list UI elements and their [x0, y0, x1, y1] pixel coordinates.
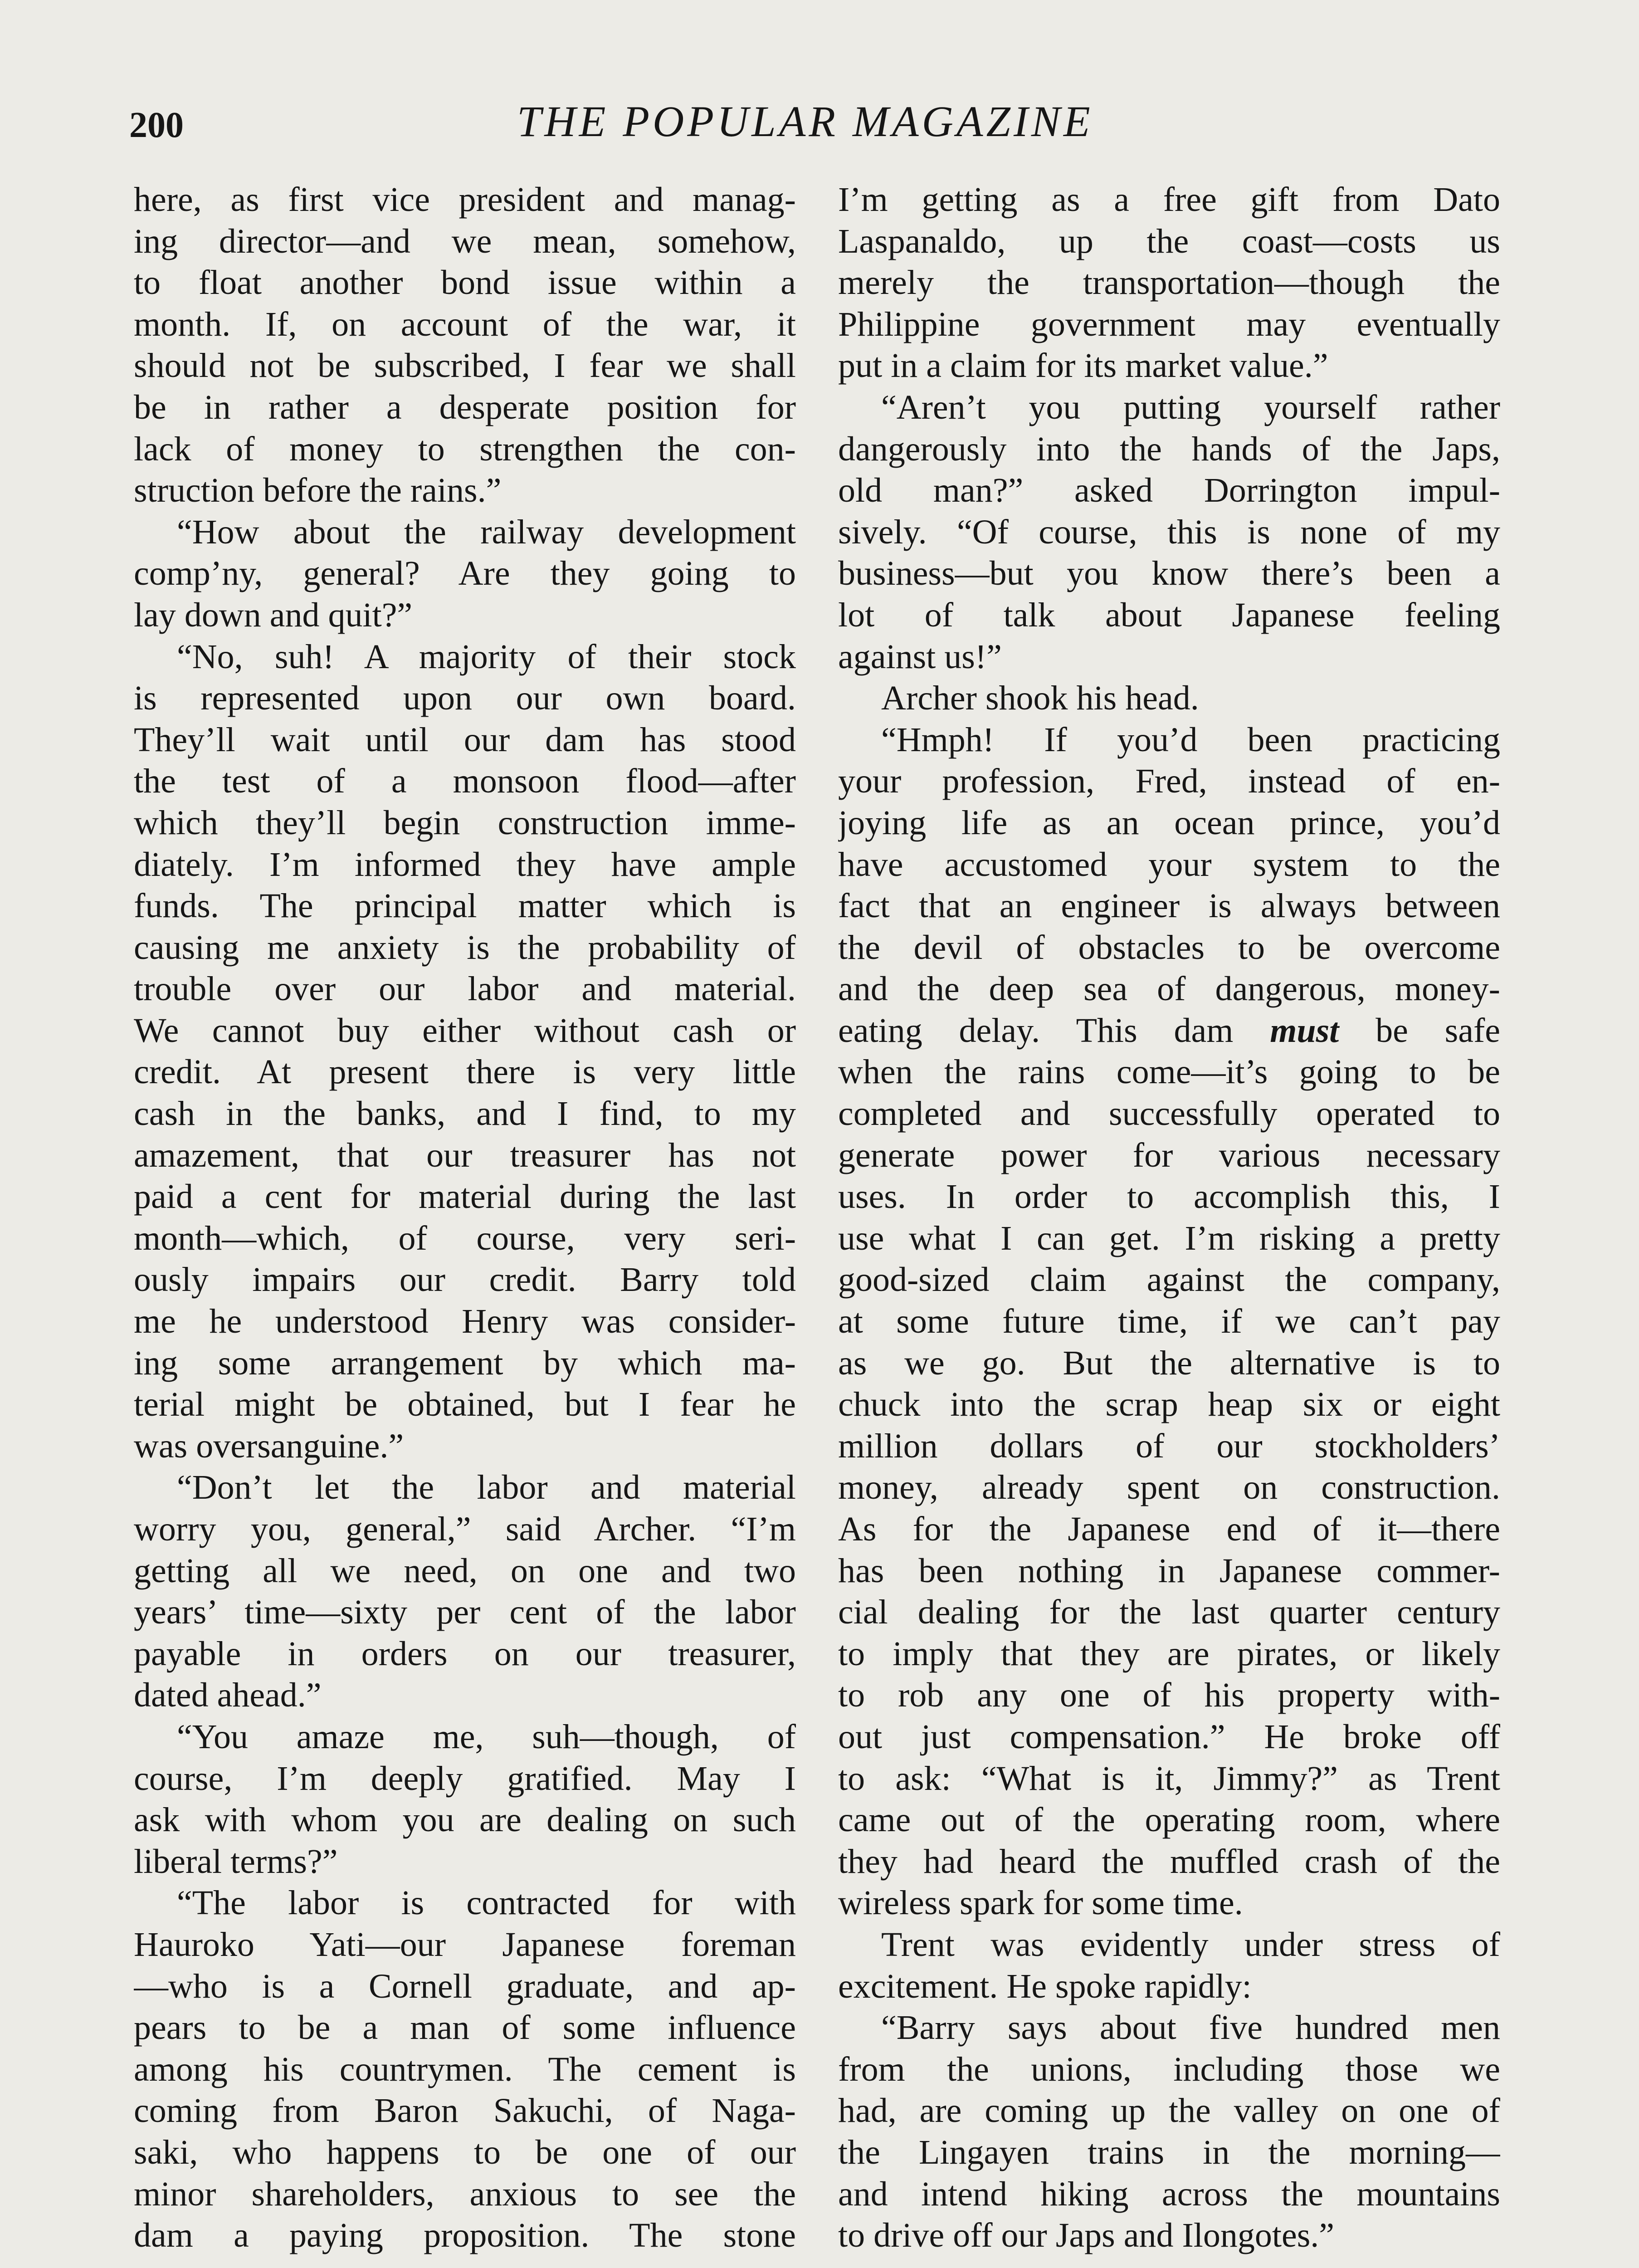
text-line: paid a cent for material during the last [134, 1178, 796, 1216]
text-line: merely the transportation—though the [838, 264, 1500, 302]
text-line: million dollars of our stockholders’ [838, 1427, 1500, 1465]
text-line: month—which, of course, very seri- [134, 1219, 796, 1257]
left-text-column [134, 179, 796, 2257]
text-line: Philippine government may eventually [838, 305, 1500, 343]
text-line: years’ time—sixty per cent of the labor [134, 1593, 796, 1632]
text-line: lot of talk about Japanese feeling [838, 596, 1500, 634]
text-line: pears to be a man of some influence [134, 2009, 796, 2047]
text-line: credit. At present there is very little [134, 1053, 796, 1091]
text-line: “The labor is contracted for with [177, 1884, 796, 1922]
text-line: to drive off our Japs and Ilongotes.” [838, 2216, 1335, 2255]
page-header [0, 91, 1639, 159]
text-line: trouble over our labor and material. [134, 970, 796, 1008]
text-line: “Hmph! If you’d been practicing [881, 720, 1500, 759]
text-line: is represented upon our own board. [134, 679, 796, 718]
text-line: payable in orders on our treasurer, [134, 1634, 796, 1673]
text-line: “You amaze me, suh—though, of [177, 1717, 796, 1756]
text-line: generate power for various necessary [838, 1136, 1500, 1174]
text-line: worry you, general,” said Archer. “I’m [134, 1510, 796, 1548]
text-line: business—but you know there’s been a [838, 554, 1500, 593]
text-line: cial dealing for the last quarter century [838, 1593, 1500, 1632]
text-line: and intend hiking across the mountains [838, 2175, 1500, 2213]
text-line: came out of the operating room, where [838, 1801, 1500, 1839]
text-line: They’ll wait until our dam has stood [134, 720, 796, 759]
text-line: Laspanaldo, up the coast—costs us [838, 222, 1500, 260]
text-line: dated ahead.” [134, 1676, 322, 1715]
text-line: against us!” [838, 637, 1002, 676]
text-line: chuck into the scrap heap six or eight [838, 1385, 1500, 1424]
text-line: dangerously into the hands of the Japs, [838, 430, 1500, 468]
text-line: “No, suh! A majority of their stock [177, 637, 796, 676]
text-line: “How about the railway development [177, 513, 796, 551]
text-line: coming from Baron Sakuchi, of Naga- [134, 2092, 796, 2130]
text-line: use what I can get. I’m risking a pretty [838, 1219, 1500, 1257]
text-line: to rob any one of his property with- [838, 1676, 1500, 1715]
text-line: month. If, on account of the war, it [134, 305, 796, 343]
text-line: liberal terms?” [134, 1842, 338, 1881]
text-line: As for the Japanese end of it—there [838, 1510, 1500, 1548]
text-line: wireless spark for some time. [838, 1884, 1243, 1922]
text-line: from the unions, including those we [838, 2050, 1500, 2088]
text-line: old man?” asked Dorrington impul- [838, 471, 1500, 510]
text-line: be in rather a desperate position for [134, 388, 796, 426]
text-line: had, are coming up the valley on one of [838, 2092, 1500, 2130]
text-line: sively. “Of course, this is none of my [838, 513, 1500, 551]
text-line: was oversanguine.” [134, 1427, 404, 1465]
text-line: We cannot buy either without cash or [134, 1011, 796, 1050]
text-line: “Don’t let the labor and material [177, 1468, 796, 1507]
text-line: when the rains come—it’s going to be [838, 1053, 1500, 1091]
text-line: should not be subscribed, I fear we shall [134, 347, 796, 385]
text-line: Hauroko Yati—our Japanese foreman [134, 1925, 796, 1964]
text-line: as we go. But the alternative is to [838, 1344, 1500, 1382]
text-line: course, I’m deeply gratified. May I [134, 1759, 796, 1798]
text-line: me he understood Henry was consider- [134, 1302, 796, 1341]
text-line: put in a claim for its market value.” [838, 347, 1328, 385]
text-line: joying life as an ocean prince, you’d [838, 803, 1500, 842]
text-line: eating delay. This dam must be safe [838, 1011, 1500, 1050]
text-line: amazement, that our treasurer has not [134, 1136, 796, 1174]
text-line: I’m getting as a free gift from Dato [838, 181, 1500, 219]
right-text-column [838, 179, 1500, 2257]
text-line: and the deep sea of dangerous, money- [838, 970, 1500, 1008]
text-line: lay down and quit?” [134, 596, 413, 634]
text-line: the test of a monsoon flood—after [134, 762, 796, 801]
text-line: has been nothing in Japanese commer- [838, 1551, 1500, 1590]
text-line: to imply that they are pirates, or likely [838, 1634, 1500, 1673]
text-line: lack of money to strengthen the con- [134, 430, 796, 468]
text-line: diately. I’m informed they have ample [134, 845, 796, 884]
text-line: ask with whom you are dealing on such [134, 1801, 796, 1839]
text-line: completed and successfully operated to [838, 1095, 1500, 1133]
text-line: getting all we need, on one and two [134, 1551, 796, 1590]
magazine-title: THE POPULAR MAGAZINE [517, 97, 1093, 146]
text-line: “Barry says about five hundred men [881, 2009, 1500, 2047]
text-line: the Lingayen trains in the morning— [838, 2133, 1500, 2171]
text-line: they had heard the muffled crash of the [838, 1842, 1500, 1881]
text-line: funds. The principal matter which is [134, 887, 796, 925]
text-line: terial might be obtained, but I fear he [134, 1385, 796, 1424]
text-line: saki, who happens to be one of our [134, 2133, 796, 2171]
text-line: —who is a Cornell graduate, and ap- [134, 1967, 796, 2005]
text-line: comp’ny, general? Are they going to [134, 554, 796, 593]
text-line: which they’ll begin construction imme- [134, 803, 796, 842]
text-line: ing some arrangement by which ma- [134, 1344, 796, 1382]
text-line: minor shareholders, anxious to see the [134, 2175, 796, 2213]
text-line: excitement. He spoke rapidly: [838, 1967, 1252, 2005]
text-line: the devil of obstacles to be overcome [838, 928, 1500, 967]
text-line: dam a paying proposition. The stone [134, 2216, 796, 2255]
text-line: have accustomed your system to the [838, 845, 1500, 884]
text-line: ously impairs our credit. Barry told [134, 1261, 796, 1299]
text-line: among his countrymen. The cement is [134, 2050, 796, 2088]
text-line: to ask: “What is it, Jimmy?” as Trent [838, 1759, 1500, 1798]
text-line: out just compensation.” He broke off [838, 1717, 1500, 1756]
page-number: 200 [129, 105, 184, 145]
text-line: Archer shook his head. [881, 679, 1199, 718]
text-line: at some future time, if we can’t pay [838, 1302, 1500, 1341]
text-line: uses. In order to accomplish this, I [838, 1178, 1500, 1216]
text-line: struction before the rains.” [134, 471, 502, 510]
text-line: here, as first vice president and manag- [134, 181, 796, 219]
text-line: your profession, Fred, instead of en- [838, 762, 1500, 801]
text-line: Trent was evidently under stress of [881, 1925, 1500, 1964]
text-line: to float another bond issue within a [134, 264, 796, 302]
text-line: fact that an engineer is always between [838, 887, 1500, 925]
text-line: ing director—and we mean, somehow, [134, 222, 796, 260]
text-line: money, already spent on construction. [838, 1468, 1500, 1507]
text-line: causing me anxiety is the probability of [134, 928, 796, 967]
text-line: good-sized claim against the company, [838, 1261, 1500, 1299]
text-line: “Aren’t you putting yourself rather [881, 388, 1500, 426]
text-line: cash in the banks, and I find, to my [134, 1095, 796, 1133]
